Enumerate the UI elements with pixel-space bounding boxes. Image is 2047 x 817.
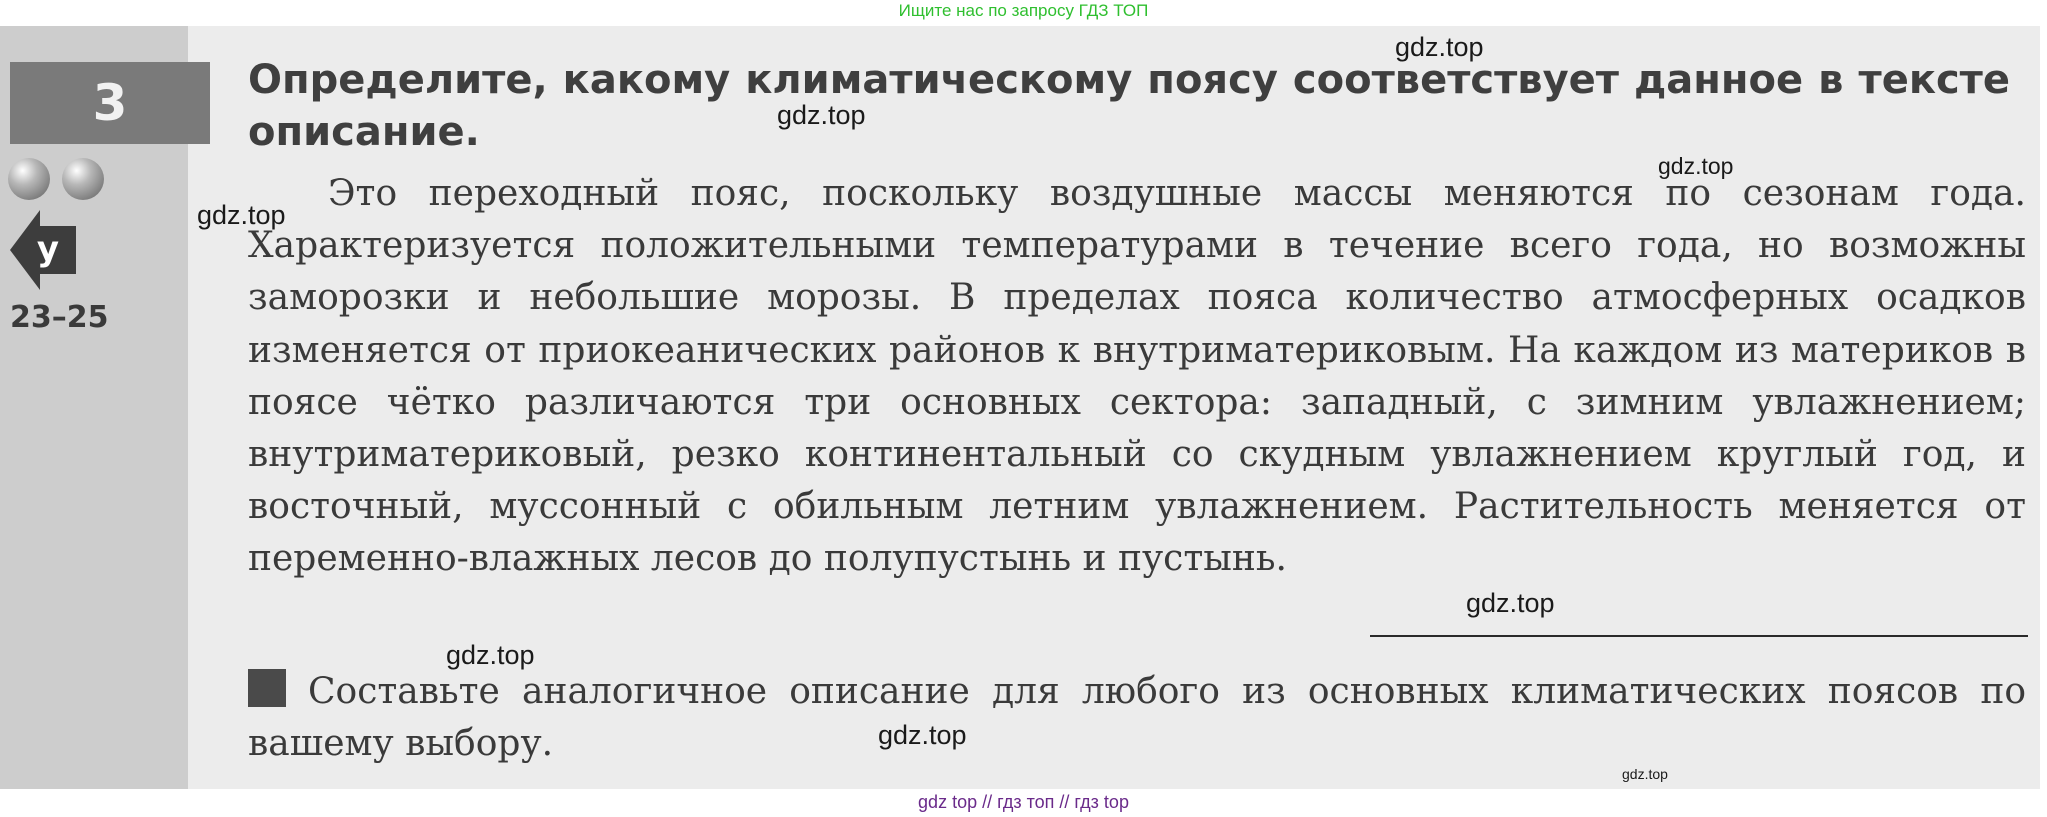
square-marker-icon — [248, 669, 286, 707]
extra-task — [248, 666, 2026, 770]
textbook-page — [0, 26, 2040, 789]
task-number-box — [10, 62, 210, 144]
watermark: gdz.top — [197, 200, 286, 230]
page-reference: 23–25 — [10, 300, 109, 335]
task-number: 3 — [92, 74, 128, 132]
difficulty-dot-icon — [62, 158, 104, 200]
task-title: Определите, какому климатическому поясу соответствует данное в тексте описание. — [248, 57, 2010, 155]
watermark: gdz.top — [777, 100, 866, 130]
footer-links[interactable]: gdz top // гдз топ // гдз top — [918, 792, 1129, 812]
level-letter: у — [36, 229, 60, 269]
watermark: gdz.top — [878, 720, 967, 750]
task-text: Это переходный пояс, поскольку воздушные массы меняются по сезонам года. Характеризуется положительными температурами в течение всего года, но возможны заморозки и небольшие морозы. В пределах пояса количество атмосферных осадков изменяется от приокеанических районов к внутриматериковым. На каждом из материков в поясе чётко различаются три основных сектора: западный, с зимним увлажнением; внутриматериковый, резко континентальный со скудным увлажнением круглый год, и восточный, муссонный с обильным летним увлажнением. Растительность меняется от переменно-влажных лесов до полупустынь и пустынь. — [248, 173, 2026, 580]
watermark: gdz.top — [1658, 153, 1734, 179]
answer-line[interactable] — [1370, 635, 2028, 637]
watermark: gdz.top — [446, 640, 535, 670]
difficulty-dot-icon — [8, 158, 50, 200]
watermark: gdz.top — [1395, 32, 1484, 62]
extra-task-text: Составьте аналогичное описание для любого из основных климатических поясов по вашему выбору. — [248, 671, 2026, 765]
top-banner[interactable]: Ищите нас по запросу ГДЗ ТОП — [898, 1, 1149, 20]
watermark: gdz.top — [1622, 766, 1668, 782]
watermark: gdz.top — [1466, 588, 1555, 618]
